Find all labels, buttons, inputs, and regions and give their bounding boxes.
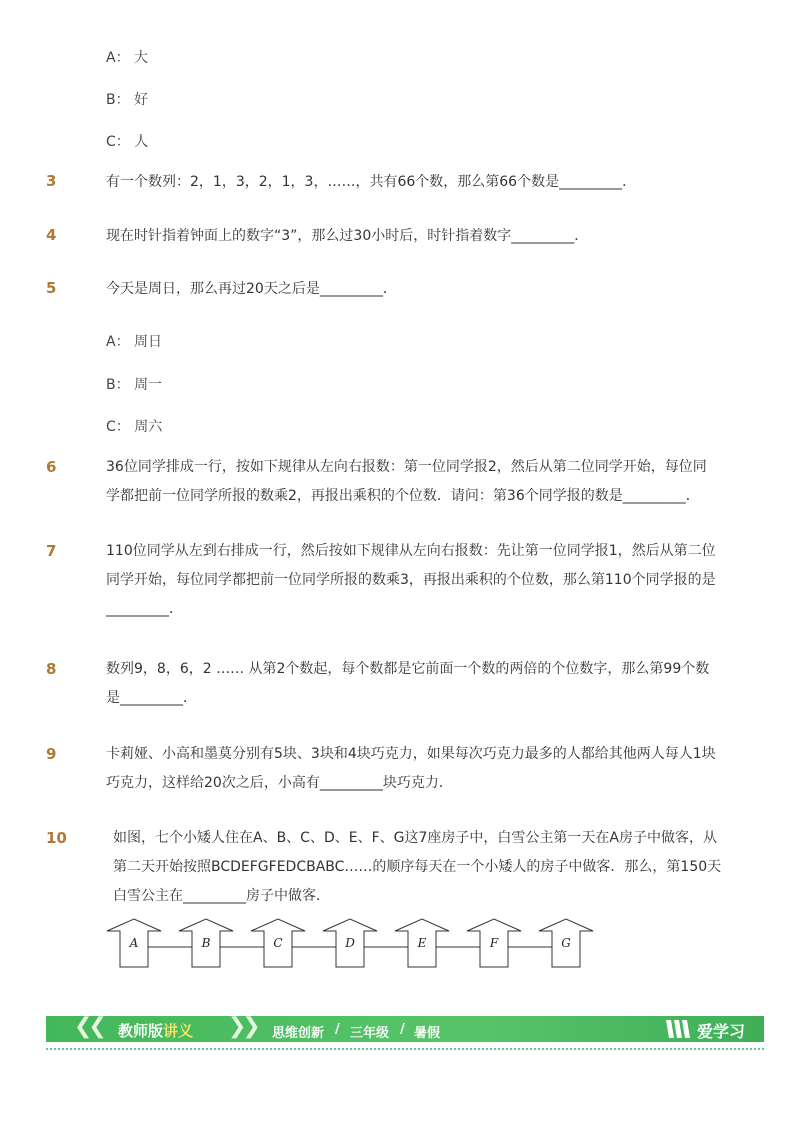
houses-diagram [100, 915, 600, 975]
footer-dotted-line [46, 1048, 764, 1050]
footer-title-a: 教师版 [118, 1022, 164, 1040]
option-a [106, 47, 148, 67]
question-7-text: 110位同学从左到右排成一行，然后按如下规律从左向右报数：先让第一位同学报1，然后从第二位同学开始，每位同学都把前一位同学所报的数乘3，再报出乘积的个位数，那么第110个同学报的是_________． [106, 543, 716, 617]
question-10-text: 如图，七个小矮人住在A、B、C、D、E、F、G这7座房子中，白雪公主第一天在A房子中做客，从第二天开始按照BCDEFGFEDCBABC……的顺序每天在一个小矮人的房子中做客．那么，第150天白雪公主在_________房子中做客． [113, 830, 722, 904]
brand-logo-icon [664, 1018, 694, 1040]
option-text: 好 [134, 92, 149, 108]
house-c [251, 919, 305, 967]
footer-title [118, 1020, 193, 1041]
option-c [106, 416, 162, 436]
question-number: 10 [46, 829, 67, 847]
question-number: 7 [46, 542, 57, 560]
house-label: G [561, 936, 571, 950]
option-text: 人 [134, 134, 149, 150]
house-a [107, 919, 161, 967]
chevron-left-icon: ❮❮ [74, 1014, 103, 1039]
question-number: 3 [46, 172, 57, 190]
option-a [106, 331, 162, 351]
option-text: 大 [134, 50, 149, 66]
house-f [467, 919, 521, 967]
footer-title-b: 讲义 [163, 1022, 194, 1040]
house-label: C [273, 936, 283, 950]
house-label: E [417, 936, 427, 950]
option-label: A： [106, 50, 130, 66]
footer-grade: 三年级 [350, 1026, 390, 1041]
option-text: 周六 [134, 419, 163, 435]
house-label: D [345, 936, 355, 950]
question-5-text: 今天是周日，那么再过20天之后是_________． [106, 281, 397, 297]
option-c [106, 131, 148, 151]
footer-sep: / [335, 1022, 340, 1037]
question-3-text: 有一个数列：2，1，3，2，1，3，……，共有66个数，那么第66个数是_________． [106, 174, 637, 190]
question-6-text: 36位同学排成一行，按如下规律从左向右报数：第一位同学报2，然后从第二位同学开始，每位同学都把前一位同学所报的数乘2，再报出乘积的个位数．请问：第36个同学报的数是_________． [106, 459, 707, 504]
question-number: 8 [46, 660, 57, 678]
question-number: 6 [46, 458, 57, 476]
question-4-text: 现在时针指着钟面上的数字“3”，那么过30小时后，时针指着数字_________． [106, 228, 589, 244]
option-text: 周日 [134, 334, 163, 350]
option-label: C： [106, 419, 130, 435]
house-label: A [129, 936, 139, 950]
option-label: C： [106, 134, 130, 150]
footer-term: 暑假 [414, 1026, 441, 1041]
footer-sep: / [400, 1022, 405, 1037]
house-d [323, 919, 377, 967]
question-number: 4 [46, 226, 57, 244]
house-label: F [489, 936, 499, 950]
option-b [106, 374, 162, 394]
option-b [106, 89, 148, 109]
footer-subject: 思维创新 [272, 1026, 325, 1041]
option-label: A： [106, 334, 130, 350]
house-b [179, 919, 233, 967]
chevron-right-icon: ❯❯ [228, 1014, 257, 1039]
house-g [539, 919, 593, 967]
house-label: B [201, 936, 211, 950]
house-e [395, 919, 449, 967]
question-9-text: 卡莉娅、小高和墨莫分别有5块、3块和4块巧克力，如果每次巧克力最多的人都给其他两人每人1块巧克力，这样给20次之后，小高有_________块巧克力． [106, 746, 716, 791]
brand-name: 爱学习 [697, 1022, 746, 1041]
question-number: 9 [46, 745, 57, 763]
option-text: 周一 [134, 377, 163, 393]
option-label: B： [106, 377, 130, 393]
question-8-text: 数列9，8，6，2 …… 从第2个数起，每个数都是它前面一个数的两倍的个位数字，那么第99个数是_________． [106, 661, 710, 706]
option-label: B： [106, 92, 130, 108]
question-number: 5 [46, 279, 57, 297]
